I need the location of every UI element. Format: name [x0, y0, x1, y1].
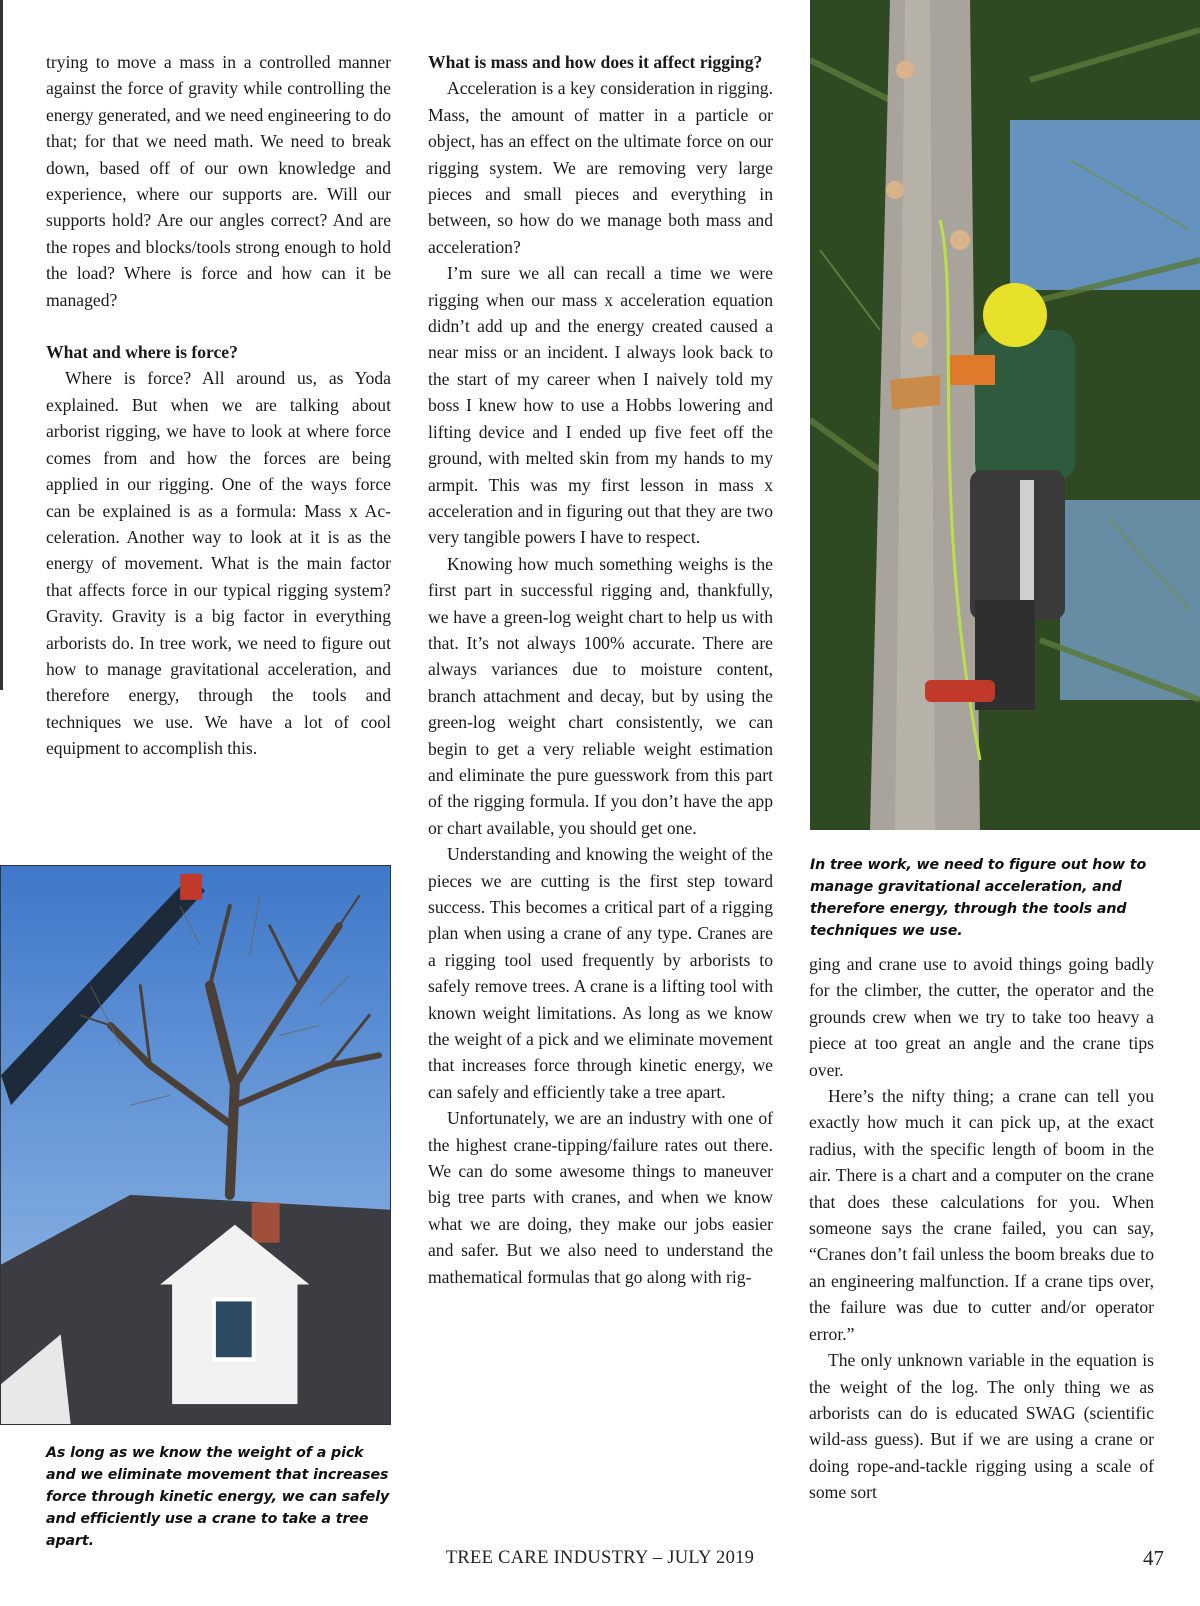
caption-climber-photo: In tree work, we need to figure out how to manage gravitational acceleration, and therefore energy, through the tools and techniques we use. [810, 857, 1147, 939]
article-column-2 [428, 49, 773, 1290]
article-column-3 [809, 951, 1154, 1506]
climber-photo-illustration [810, 0, 1200, 830]
paragraph: trying to move a mass in a controlled manner against the force of gravity while controlling the energy generated, and we need engineering to do that; for that we need math. We need to break down, based off of our own knowledge and experience, where our supports are. Will our supports hold? Are our angles correct? And are the ropes and blocks/tools strong enough to hold the load? Where is force and how can it be managed? [46, 52, 391, 310]
photo-climber-in-tree [810, 0, 1200, 830]
paragraph: I’m sure we all can recall a time we were rigging when our mass x acceleration equation didn’t add up and the energy created caused a near miss or an incident. I always look back to the start of my career when I naively told my boss I knew how to use a Hobbs lowering and lifting device and I ended up five feet off the ground, with melted skin from my hands to my armpit. This was my first lesson in mass x acceleration and in figuring out that they are two very tangible powers I have to respect. [428, 263, 773, 548]
paragraph: Acceleration is a key consideration in rigging. Mass, the amount of matter in a particle or object, has an effect on the ultimate force on our rigging system. We are removing very large pieces and small pieces and everything in between, so how do we manage both mass and acceleration? [428, 78, 773, 257]
paragraph: Here’s the nifty thing; a crane can tell you exactly how much it can pick up, at the exact radius, with the specific length of boom in the air. There is a chart and a computer on the crane that does these calculations for you. When someone says the crane failed, you can say, “Cranes don’t fail unless the boom breaks due to an engineering malfunction. If a crane tips over, the failure was due to cutter and/or operator error.” [809, 1086, 1154, 1344]
paragraph: The only unknown variable in the equation is the weight of the log. The only thing we as arborists can do is educated SWAG (scientific wild-ass guess). But if we are using a crane or doing rope-and-tackle rigging using a scale of some sort [809, 1350, 1154, 1503]
paragraph: Knowing how much something weighs is the first part in successful rigging and, thankfully, we have a green-log weight chart to help us with that. It’s not always 100% accurate. There are always variances due to moisture content, branch attachment and decay, but by using the green-log weight chart consistently, we can begin to get a very reliable weight estimation and eliminate the pure guesswork from this part of the rigging formula. If you don’t have the app or chart available, you should get one. [428, 553, 773, 838]
paragraph: Understanding and knowing the weight of the pieces we are cutting is the first step toward success. This becomes a critical part of a rigging plan when using a crane of any type. Cranes are a rigging tool used frequently by arborists to safely remove trees. A crane is a lifting tool with known weight limitations. As long as we know the weight of a pick and we eliminate movement that increases force through kinetic energy, we can safely and efficiently take a tree apart. [428, 844, 773, 1102]
page-edge-rule [0, 0, 3, 690]
page-number: 47 [1143, 1546, 1164, 1570]
caption-crane-photo: As long as we know the weight of a pick and we eliminate movement that increases force through kinetic energy, we can safely and efficiently use a crane to take a tree apart. [46, 1445, 390, 1549]
paragraph: ging and crane use to avoid things going badly for the climber, the cutter, the operator and the grounds crew when we try to take too heavy a piece at too great an angle and the crane tips over. [809, 954, 1154, 1080]
article-column-1 [46, 49, 391, 762]
section-heading-force: What and where is force? [46, 342, 238, 363]
section-heading-mass: What is mass and how does it affect rigging? [428, 52, 763, 72]
crane-photo-illustration [1, 866, 390, 1424]
paragraph: Unfortunately, we are an industry with one of the highest crane-tipping/failure rates out there. We can do some awesome things to maneuver big tree parts with cranes, and when we know what we are doing, they make our jobs easier and safer. But we also need to understand the mathematical formulas that go along with rig- [428, 1108, 773, 1287]
footer-publication: TREE CARE INDUSTRY – JULY 2019 [445, 1548, 755, 1568]
photo-crane-tree-removal [0, 865, 391, 1425]
paragraph: Where is force? All around us, as Yoda explained. But when we are talking about arborist rigging, we have to look at where force comes from and how the forces are being applied in our rigging. One of the ways force can be explained is as a formula: Mass x Acceleration. Another way to look at it is as the energy of movement. What is the main factor that affects force in our typical rigging system? Gravity. Gravity is a big factor in everything arborists do. In tree work, we need to figure out how to manage gravitational acceleration, and therefore energy, through the tools and techniques we use. We have a lot of cool equipment to accomplish this. [46, 368, 391, 759]
